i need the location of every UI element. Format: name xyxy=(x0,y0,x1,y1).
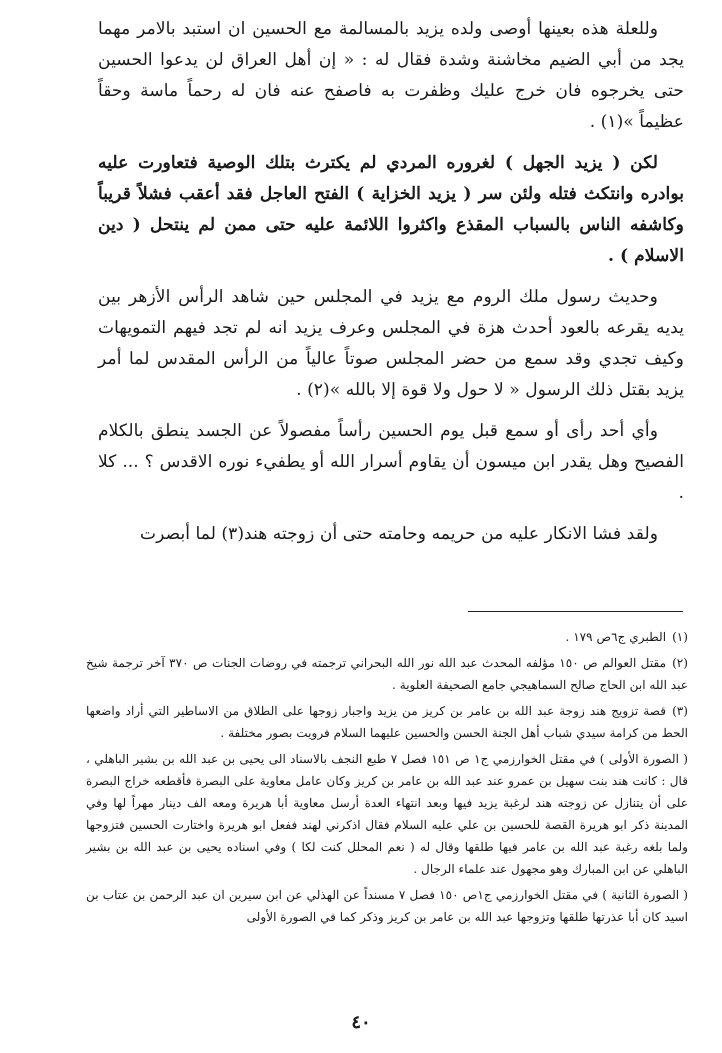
paragraph-1: وللعلة هذه بعينها أوصى ولده يزيد بالمسالمة مع الحسين ان استبد بالامر مهما يجد من أبي الضيم مخاشنة وشدة فقال له : « إن أهل العراق لن يدعوا الحسين حتى يخرجوه فان خرج عليك وظفرت به فاصفح عنه فان له رحماً ماسة وحقاً عظيماً »(١) . xyxy=(98,19,684,132)
footnote-3-version-1 xyxy=(86,748,688,880)
footnote-text: مقتل العوالم ص ١٥٠ مؤلفه المحدث عبد الله نور الله البحراني ترجمته في روضات الجنات ص ٣٧٠ آخر ترجمة شيخ عبد الله ابن الحاج صالح السماهيجي جامع الصحيفة العلوية . xyxy=(86,656,688,692)
footnote-divider xyxy=(468,611,683,612)
footnote-3 xyxy=(86,700,688,744)
paragraph-5: ولقد فشا الانكار عليه من حريمه وحامته حتى أن زوجته هند(٣) لما أبصرت xyxy=(139,524,658,544)
footnotes xyxy=(86,626,688,932)
footnote-1 xyxy=(86,626,688,648)
footnote-text: ( الصورة الأولى ) في مقتل الخوارزمي ج١ ص ١٥١ فصل ٧ طبع النجف بالاسناد الى يحيى بن عبد الله بن بشير الباهلي ، قال : كانت هند بنت سهيل بن عمرو عند عبد الله بن عامر بن كريز وكان عامل معاوية على البصرة فأقطعه خراج البصرة على أن يتنازل عن زوجته هند لرغبة يزيد فيها وبعد انتهاء العدة أرسل معاوية أبا هريرة ومعه الف دينار مهراً لها وفي المدينة ذكر ابو هريرة القصة للحسين بن علي عليه السلام فقال اذكرني لهند ففعل ابو هريرة واختارت الحسين فتزوجها ولما بلغه رغبة عبد الله بن عامر فيها طلقها وقال له ( نعم المحلل كنت لكا ) وفي اسناده يحيى بن عبد الله بن بشير الباهلي عن ابن المبارك وهو مجهول عند علماء الرجال . xyxy=(86,752,688,876)
paragraph-4: وأي أحد رأى أو سمع قبل يوم الحسين رأساً مفصولاً عن الجسد ينطق بالكلام الفصيح وهل يقدر ابن ميسون أن يقاوم أسرار الله أو يطفيء نوره الاقدس ؟ ... كلا . xyxy=(98,421,684,503)
main-text xyxy=(98,14,684,560)
paragraph-3: وحديث رسول ملك الروم مع يزيد في المجلس حين شاهد الرأس الأزهر بين يديه يقرعه بالعود أحدث هزة في المجلس وعرف يزيد انه لم تجد فيهم التمويهات وكيف تجدي وقد سمع من حضر المجلس صوتاً عالياً من الرأس المقدس لما أمر يزيد بقتل ذلك الرسول « لا حول ولا قوة إلا بالله »(٢) . xyxy=(98,287,684,400)
footnote-number: (١) xyxy=(672,630,688,644)
footnote-number: (٣) xyxy=(672,704,688,718)
footnote-text: ( الصورة الثانية ) في مقتل الخوارزمي ج١ص ١٥٠ فصل ٧ مسنداً عن الهذلي عن ابن سيرين ان عبد الرحمن بن عتاب بن اسيد كان أبا عذرتها طلقها وتزوجها عبد الله بن عامر بن كريز وذكر كما في الصورة الأولى xyxy=(86,888,689,924)
footnote-3-version-2 xyxy=(86,884,688,928)
footnote-text: قصة تزويج هند زوجة عبد الله بن عامر بن كريز من يزيد واجبار زوجها على الطلاق من الاساطير التي أراد واضعها الحط من كرامة سيدي شباب أهل الجنة الحسن والحسين عليهما السلام فرويت بصور مختلفة . xyxy=(86,704,688,740)
footnote-2 xyxy=(86,652,688,696)
footnote-number: (٢) xyxy=(672,656,689,670)
page-number: ٤٠ xyxy=(351,1012,371,1033)
paragraph-2: لكن ( يزيد الجهل ) لغروره المردي لم يكترث بتلك الوصية فتعاورت عليه بوادره وانتكث فتله ولئن سر ( يزيد الخزاية ) الفتح العاجل فقد أعقب فشلاً قريباً وكاشفه الناس بالسباب المقذع واكثروا اللائمة عليه حتى ممن لم ينتحل ( دين الاسلام ) . xyxy=(98,153,684,266)
footnote-text: الطبري ج٦ص ١٧٩ . xyxy=(565,630,667,644)
